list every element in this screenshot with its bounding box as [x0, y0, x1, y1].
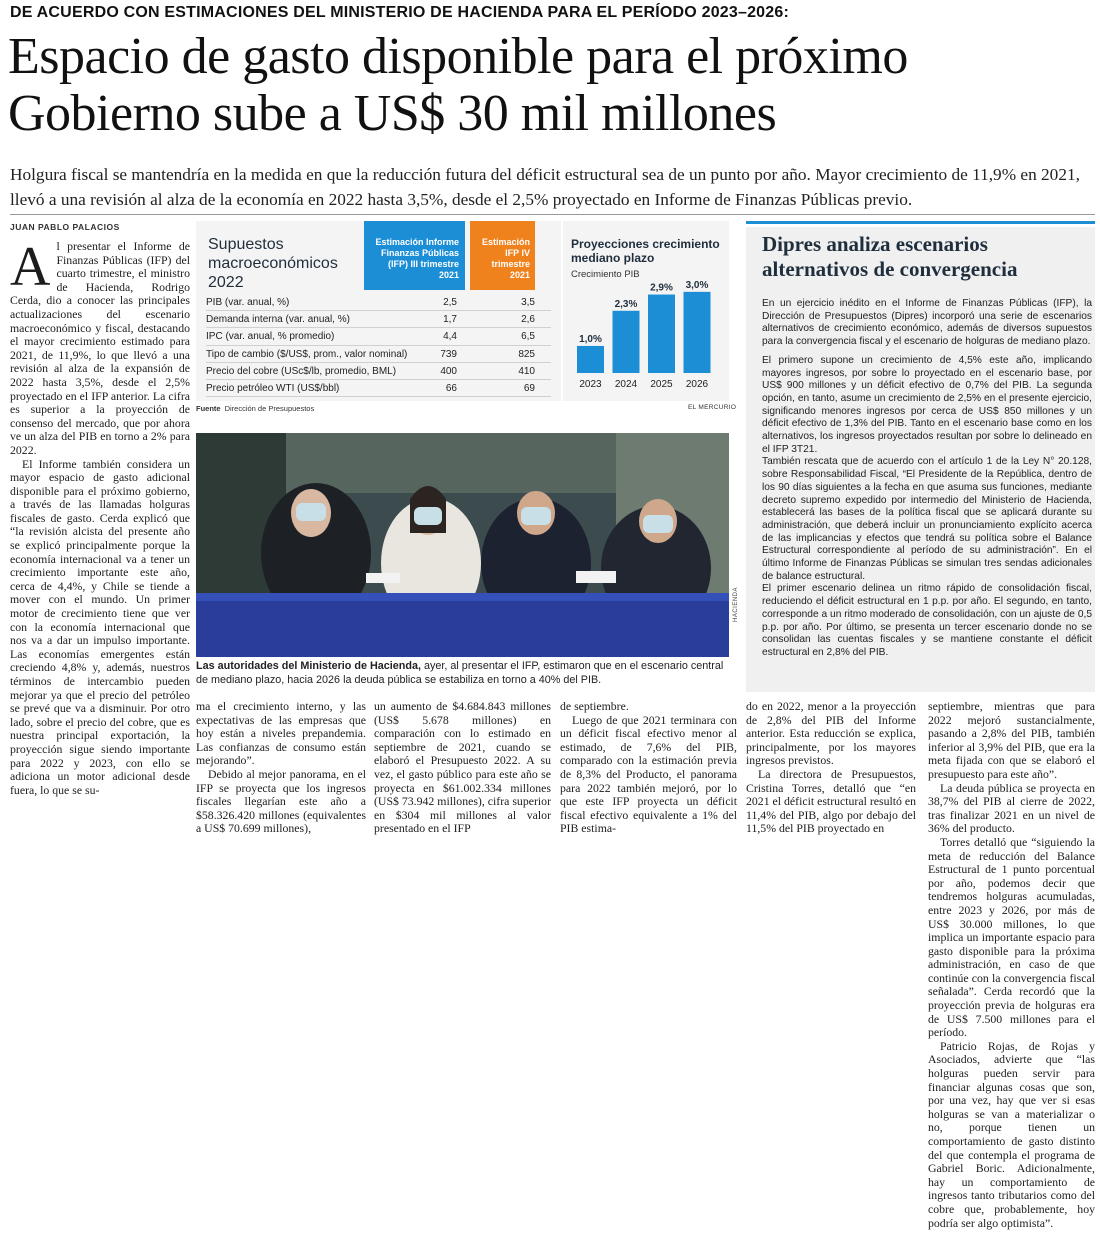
body-paragraph: de septiembre.: [560, 700, 629, 713]
table-row-label: Tipo de cambio ($/US$, prom., valor nominal): [206, 348, 408, 360]
body-paragraph: La deuda pública se proyecta en 38,7% del PIB al cierre de 2022, tras finalizar 2021 en un nivel de 36% del producto.: [928, 780, 1095, 836]
source-label: Fuente: [196, 404, 221, 413]
body-paragraph: Patricio Rojas, de Rojas y Asociados, advierte que “las holguras pueden servir para financiar algunas cosas que son, por una vez, hay que ver si esas holguras se van a materializar o no, porque tienen un comportamiento de gasto distinto del que contempla el programa de Gabriel Boric. Adicionalmente, hay un comportamiento de ingresos tanto tributarios como del cobre que, probablemente, hoy podría ser algo optimista”.: [928, 1038, 1095, 1230]
table-value-ifp-q4: 410: [518, 365, 535, 377]
chart-data-label: 2,9%: [650, 282, 673, 294]
body-paragraph: do en 2022, menor a la proyección de 2,8% del PIB del Informe anterior. Esta reducción se explica, principalmente, por los mayores ingresos previstos.: [746, 700, 916, 768]
deck: Holgura fiscal se mantendría en la medida en que la reducción futura del déficit estructural sea de un punto por año. Mayor crecimiento de 11,9% en 2021, llevó a una revisión al alza de la economía en 2022 hasta 3,5%, desde el 2,5% proyectado en Informe de Finanzas Públicas previo.: [10, 165, 1080, 209]
body-paragraph: El Informe también considera un mayor espacio de gasto adicional disponible para el próximo gobierno, a través de las llamadas holguras fiscales de gasto. Cerda explicó que “la revisión alcista del presente año se explicó principalmente porque la economía internacional va a tener un crecimiento importante este año, cerca de 4,4%, y Chile se tiende a mover con el mundo. Un primer motor de crecimiento tiene que ver con la economía internacional que nos va a dar un impulso importante. Las economías emergentes están creciendo 4,8% y, además, nuestros términos de intercambio pueden mejorar ya que el precio del petróleo se prevé que va a disminuir. Por otro lado, sobre el precio del cobre, que es nuestra principal exportación, la proyección sigue siendo importante para 2022 y 2023, con ello se adiciona un motor adicional desde fuera, lo que se su-: [10, 456, 190, 797]
chart-tick-label: 2023: [579, 379, 602, 390]
table-row-label: Precio petróleo WTI (US$/bbl): [206, 382, 340, 394]
chart-subtitle: Crecimiento PIB: [571, 269, 640, 280]
sidebar-text: [762, 298, 1092, 660]
chart-tick-label: 2026: [685, 379, 709, 390]
sidebar-accent-rule: [746, 221, 1095, 224]
headline-line-2: Gobierno sube a US$ 30 mil millones: [8, 85, 777, 142]
body-paragraph: ma el crecimiento interno, y las expectativas de las empresas que hoy están a niveles prepandemia. Las confianzas de consumo están mejorando”.: [196, 700, 366, 768]
table-value-ifp-q3: 2,5: [443, 297, 457, 308]
chart-data-label: 2,3%: [614, 298, 638, 310]
chart-tick-label: 2025: [650, 379, 673, 390]
top-rule: [10, 214, 1095, 215]
table-value-ifp-q4: 3,5: [521, 297, 535, 308]
chart-bar-2023: [577, 346, 604, 373]
body-paragraph: Torres detalló que “siguiendo la meta de reducción del Balance Estructural de 1 punto porcentual por año, podemos decir que tendremos holguras acumuladas, entre 2023 y 2026, por más de US$ 30.000 millones, lo que implica un importante espacio para gasto disponible para la próxima administración, en caso de que continúe con la convergencia fiscal señalada”. Cerda recordó que la proyección previa de holguras era de US$ 7.500 millones para el período.: [928, 834, 1095, 1040]
table-row-label: Precio del cobre (USc$/lb, promedio, BML): [206, 365, 397, 377]
table-value-ifp-q3: 4,4: [443, 331, 457, 343]
table-row: [206, 363, 551, 380]
dropcap: A: [10, 240, 51, 298]
body-column-6: [928, 700, 1095, 1230]
table-value-ifp-q4: 69: [523, 382, 535, 394]
table-header-ifp-q3: Estimación Informe Finanzas Públicas (IFP) III trimestre 2021: [364, 221, 465, 290]
chart-tick-label: 2024: [614, 379, 638, 390]
chart-data-label: 3,0%: [685, 279, 709, 291]
table-row: [206, 311, 551, 328]
sidebar-paragraph: El primero supone un crecimiento de 4,5% este año, implicando mayores ingresos, por sobre lo proyectado en el escenario base, por US$ 900 millones y un déficit efectivo de 0,7% del PIB. La segunda opción, en tanto, asume un crecimiento de 2,5% en el presente ejercicio, significando menores ingresos por cerca de US$ 850 millones y un déficit efectivo de 1,3% del PIB. Tanto en el escenario base como en los alternativos, los ingresos proyectados resultan por sobre lo delineado en el IFP 3T21.: [762, 354, 1092, 455]
body-column-1: [10, 240, 190, 840]
chart-bar-2025: [648, 295, 675, 373]
sidebar-paragraph: También rescata que de acuerdo con el artículo 1 de la Ley N° 20.128, sobre Responsabilidad Fiscal, “El Presidente de la República, dentro de los 90 días siguientes a la fecha en que asuma sus funciones, mediante decreto supremo expedido por intermedio del Ministerio de Hacienda, establecerá las bases de la política fiscal que se aplicará durante su administración, que deberá incluir un pronunciamiento explícito acerca de las implicancias y efectos que tendrá su política sobre el Balance Estructural correspondiente al período de su administración”. En el último Informe de Finanzas Públicas se simulan tres sendas adicionales de balance estructural.: [762, 456, 1092, 582]
table-body: [206, 294, 551, 397]
table-value-ifp-q3: 66: [445, 382, 457, 394]
table-row: [206, 346, 551, 363]
photo-illustration: [196, 433, 729, 657]
table-row-label: PIB (var. anual, %): [206, 297, 290, 308]
chart-title: Proyecciones crecimiento mediano plazo: [571, 237, 720, 265]
body-paragraph: Luego de que 2021 terminara con un déficit fiscal efectivo menor al estimado, de 7,6% del PIB, comparado con la estimación previa de 8,3% del Producto, el panorama para 2022 también mejoró, por lo que este IFP proyecta un déficit fiscal efectivo equivalente a 1% del PIB estima-: [560, 712, 737, 836]
body-paragraph: Debido al mejor panorama, en el IFP se proyecta que los ingresos fiscales llegarían este año a $58.326.420 millones (equivalentes a US$ 70.699 millones),: [196, 766, 366, 836]
table-row: [206, 294, 551, 311]
headline: [8, 28, 1093, 142]
sidebar-title: Dipres analiza escenarios alternativos de convergencia: [762, 232, 1018, 281]
photo-credit: HACIENDA: [733, 586, 739, 622]
table-value-ifp-q3: 1,7: [443, 314, 457, 326]
caption-bold: Las autoridades del Ministerio de Hacienda,: [196, 660, 421, 672]
table-row: [206, 380, 551, 397]
body-paragraph: [10, 240, 190, 458]
source-note: [196, 404, 314, 413]
body-column-5: [746, 700, 916, 860]
chart-bar-2026: [684, 292, 711, 373]
chart-bar-2024: [613, 311, 640, 373]
body-column-3: [374, 700, 551, 860]
source-text: Dirección de Presupuestos: [224, 404, 315, 413]
table-row-label: IPC (var. anual, % promedio): [206, 331, 335, 343]
table-row-label: Demanda interna (var. anual, %): [206, 314, 350, 326]
table-header-ifp-q4: Estimación IFP IV trimestre 2021: [470, 221, 535, 290]
table-value-ifp-q3: 400: [440, 365, 457, 377]
photo-caption: [196, 660, 736, 687]
body-column-4: [560, 700, 737, 860]
chart-plot: [563, 221, 729, 401]
table-value-ifp-q4: 2,6: [521, 314, 535, 326]
kicker: DE ACUERDO CON ESTIMACIONES DEL MINISTERIO DE HACIENDA PARA EL PERÍODO 2023–2026:: [10, 4, 790, 21]
caption-text: ayer, al presentar el IFP, estimaron que en el escenario central de mediano plazo, hacia 2026 la deuda pública se estabiliza en torno a 40% del PIB.: [196, 660, 724, 686]
table-title: Supuestos macroeconómicos 2022: [208, 236, 338, 291]
press-conference-photo: [196, 433, 729, 657]
body-column-2: [196, 700, 366, 860]
table-value-ifp-q4: 825: [518, 348, 535, 360]
headline-line-1: Espacio de gasto disponible para el próximo: [8, 28, 908, 85]
body-paragraph: un aumento de $4.684.843 millones (US$ 5.678 millones) en comparación con lo estimado en septiembre de 2021, cuando se elaboró el Presupuesto 2022. A su vez, el gasto público para este año se proyecta en $61.002.334 millones (US$ 73.942 millones), cifra superior en $304 mil millones al valor presentado en el IFP: [374, 700, 551, 836]
body-paragraph: septiembre, mientras que para 2022 mejoró sustancialmente, pasando a 2,8% del PIB, también inferior al 3,9% del PIB, que era la meta fijada con que se elaboró el presupuesto para este año”.: [928, 700, 1095, 781]
macro-assumptions-table: [196, 221, 561, 401]
sidebar-paragraph: El primer escenario delinea un ritmo rápido de consolidación fiscal, reduciendo el déficit estructural en 1 p.p. por año. El segundo, en tanto, corresponde a un ritmo moderado de consolidación, con un ajuste de 0,5 p.p. por año. Por último, se presenta un tercer escenario donde no se consolidan las cuentas fiscales y se mantiene constante el déficit estructural en 2,8% del PIB.: [762, 583, 1092, 658]
byline: JUAN PABLO PALACIOS: [10, 222, 120, 232]
graphic-credit: EL MERCURIO: [688, 404, 737, 411]
growth-chart: [563, 221, 729, 401]
table-value-ifp-q3: 739: [440, 348, 457, 360]
table-row: [206, 328, 551, 345]
table-value-ifp-q4: 6,5: [521, 331, 535, 343]
sidebar-paragraph: En un ejercicio inédito en el Informe de Finanzas Públicas (IFP), la Dirección de Presupuestos (Dipres) incorporó una serie de escenarios alternativos de crecimiento económico, además de diversos supuestos para la convergencia fiscal y el escenario de holguras de mediano plazo.: [762, 298, 1092, 348]
body-paragraph: La directora de Presupuestos, Cristina Torres, detalló que “en 2021 el déficit estructural resultó en 11,4% del PIB, algo por debajo del 11,5% del PIB proyectado en: [746, 766, 916, 836]
chart-data-label: 1,0%: [579, 333, 602, 345]
paragraph-text: l presentar el Informe de Finanzas Públicas (IFP) del cuarto trimestre, el ministro de Hacienda, Rodrigo Cerda, dio a conocer las principales actualizaciones del escenario macroeconómico y fiscal, destacando el mayor crecimiento estimado para 2021, de 11,9%, lo que llevó a una revisión al alza de la expansión de 2022 hasta 3,5%, desde el 2,5% proyectado en el IFP anterior. La cifra es superior a la proyección de consenso del mercado, que por ahora ve un alza del PIB en torno a 2% para 2022.: [10, 240, 190, 457]
